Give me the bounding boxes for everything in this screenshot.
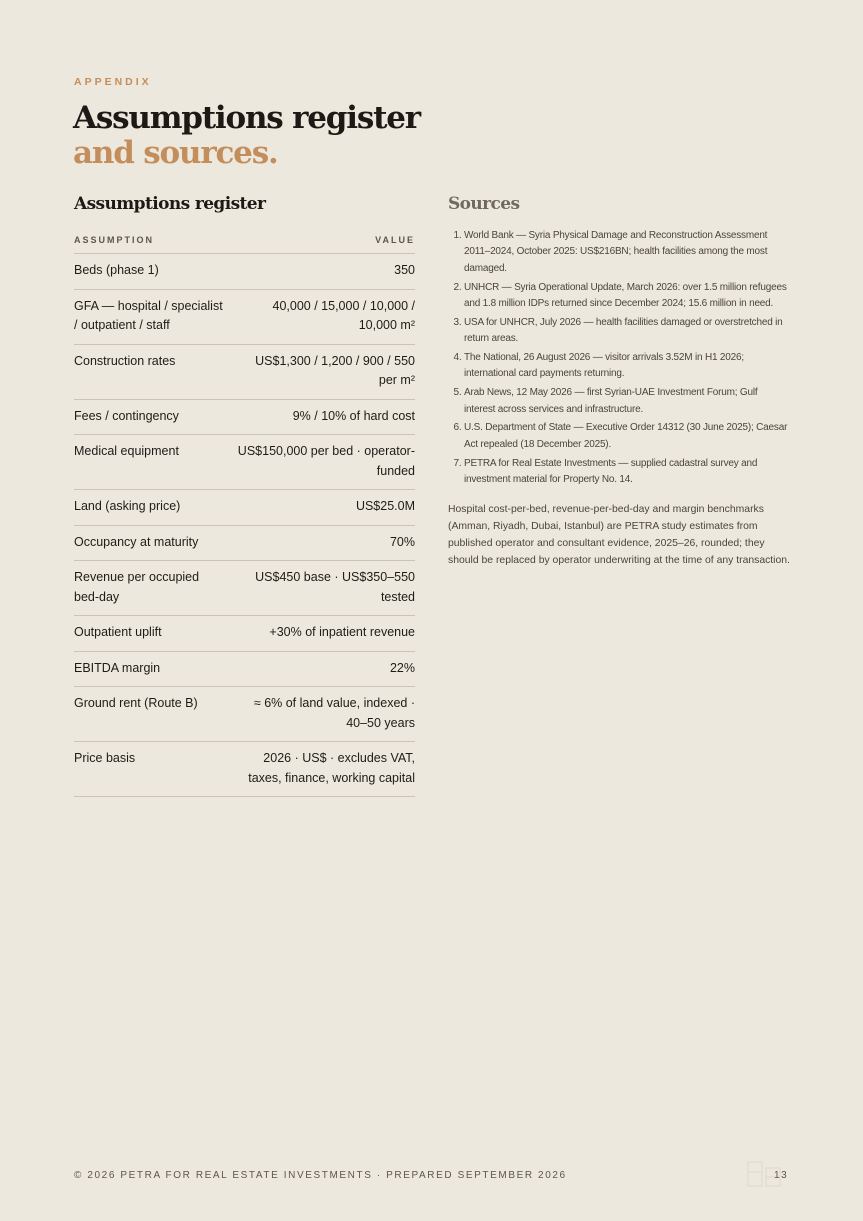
table-row — [74, 490, 415, 526]
row-label: EBITDA margin — [74, 660, 161, 675]
row-label: Revenue per occupied bed-day — [74, 570, 200, 604]
row-label: GFA — hospital / specialist / outpatient / staff — [74, 298, 223, 332]
section-eyebrow: APPENDIX — [74, 76, 152, 88]
row-value: US$25.0M — [355, 499, 415, 513]
row-label: Land (asking price) — [74, 499, 181, 513]
table-row — [74, 652, 415, 688]
list-item: 3. USA for UNHCR, July 2026 — health facilities damaged or overstretched in return areas. — [464, 315, 790, 348]
table-row — [74, 561, 415, 616]
sources-heading: Sources — [448, 194, 520, 214]
assumptions-heading: Assumptions register — [74, 194, 266, 214]
row-value: 22% — [389, 660, 415, 675]
page-number: 13 — [774, 1170, 789, 1181]
table-row — [74, 435, 415, 490]
row-value: 2026 · US$ · excludes VAT, taxes, finance, working capital — [248, 751, 415, 785]
table-row — [74, 616, 415, 652]
row-label: Construction rates — [74, 353, 176, 368]
page-title — [73, 101, 573, 171]
assumptions-table-body — [74, 254, 415, 797]
table-row — [74, 254, 415, 290]
page-title-line-2: and sources. — [73, 135, 278, 171]
list-item: 7. PETRA for Real Estate Investments — supplied cadastral survey and investment material for Property No. 14. — [464, 456, 790, 489]
row-value: US$1,300 / 1,200 / 900 / 550 per m² — [255, 353, 415, 387]
list-item: 1. World Bank — Syria Physical Damage and Reconstruction Assessment 2011–2024, October 2025: US$216BN; health facilities among the most damaged. — [464, 228, 790, 277]
row-value: +30% of inpatient revenue — [269, 625, 415, 639]
row-label: Occupancy at maturity — [74, 534, 199, 549]
row-label: Outpatient uplift — [74, 625, 162, 639]
table-row — [74, 687, 415, 742]
table-row — [74, 345, 415, 400]
assumptions-table-header — [74, 235, 415, 254]
row-label: Beds (phase 1) — [74, 263, 159, 277]
assumptions-section — [74, 194, 415, 797]
sources-section — [448, 194, 790, 570]
list-item: 4. The National, 26 August 2026 — visitor arrivals 3.52M in H1 2026; international card payments returning. — [464, 350, 790, 383]
list-item: 2. UNHCR — Syria Operational Update, March 2026: over 1.5 million refugees and 1.8 million IDPs returned since December 2024; 15.6 million in need. — [464, 280, 790, 313]
list-item: 5. Arab News, 12 May 2026 — first Syrian-UAE Investment Forum; Gulf interest across services and infrastructure. — [464, 385, 790, 418]
row-value: 40,000 / 15,000 / 10,000 / 10,000 m² — [272, 298, 415, 332]
column-header-assumption: ASSUMPTION — [74, 235, 155, 245]
row-value: 70% — [389, 534, 415, 549]
row-value: 350 — [394, 263, 415, 277]
table-row — [74, 400, 415, 436]
row-label: Medical equipment — [74, 444, 179, 458]
page-title-line-1: Assumptions register — [73, 100, 420, 136]
row-value: 9% / 10% of hard cost — [292, 408, 415, 423]
sources-note: Hospital cost-per-bed, revenue-per-bed-day and margin benchmarks (Amman, Riyadh, Dubai, Istanbul) are PETRA study estimates from published operator and consultant evidence, 2025–26, rounded; they should be replaced by operator underwriting at the time of any transaction. — [448, 504, 790, 566]
row-value: ≈ 6% of land value, indexed · 40–50 years — [253, 696, 415, 730]
table-row — [74, 290, 415, 345]
row-label: Price basis — [74, 751, 136, 765]
row-value: US$450 base · US$350–550 tested — [255, 570, 415, 604]
column-header-value: VALUE — [375, 235, 415, 245]
row-label: Ground rent (Route B) — [74, 696, 198, 710]
sources-list — [448, 228, 790, 488]
row-value: US$150,000 per bed · operator-funded — [237, 444, 415, 478]
row-label: Fees / contingency — [74, 408, 179, 423]
footer-copyright: © 2026 PETRA FOR REAL ESTATE INVESTMENTS · PREPARED SEPTEMBER 2026 — [74, 1170, 567, 1181]
list-item: 6. U.S. Department of State — Executive Order 14312 (30 June 2025); Caesar Act repealed (18 December 2025). — [464, 420, 790, 453]
table-row — [74, 742, 415, 797]
table-row — [74, 526, 415, 562]
